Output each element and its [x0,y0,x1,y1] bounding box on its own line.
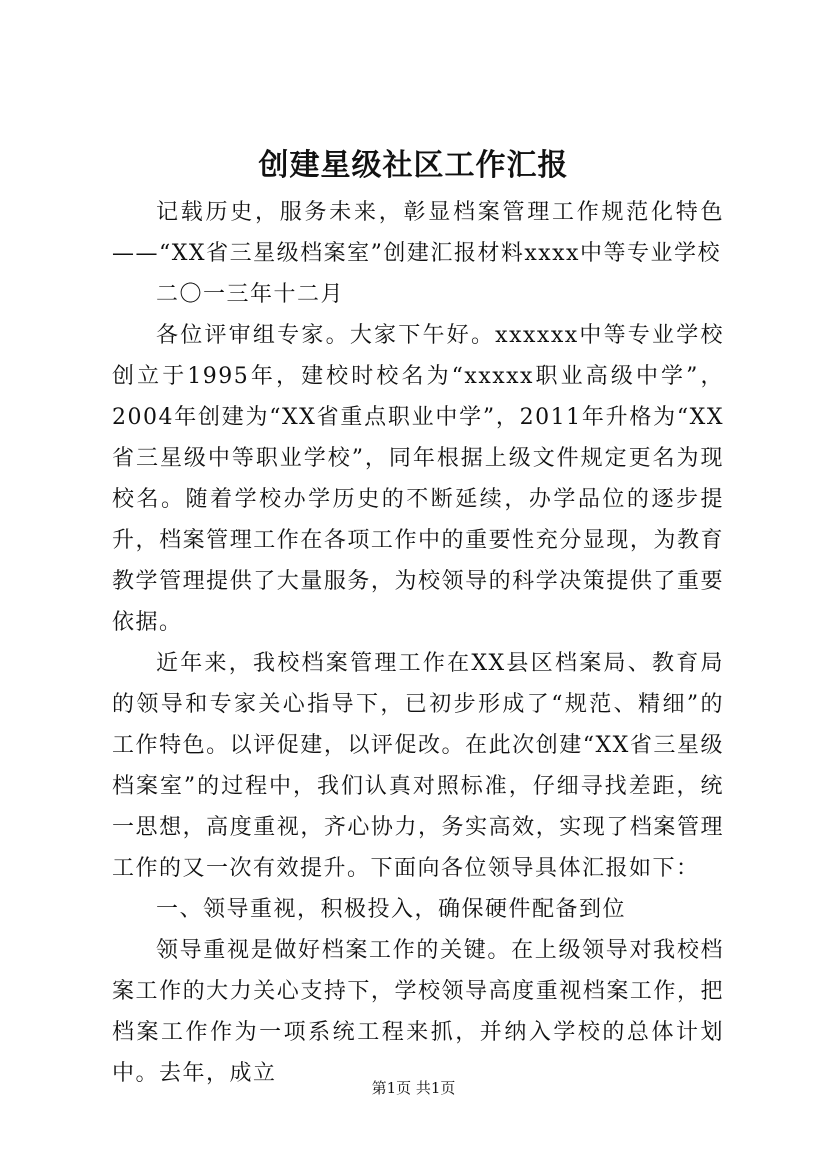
paragraph-date: 二〇一三年十二月 [156,282,345,307]
paragraph-subtitle: 记载历史，服务未来，彰显档案管理工作规范化特色——“XX省三星级档案室”创建汇报材料xxxx中等专业学校 [112,200,724,266]
document-title: 创建星级社区工作汇报 [258,148,569,183]
paragraph-leadership: 领导重视是做好档案工作的关键。在上级领导对我校档案工作的大力关心支持下，学校领导高度重视档案工作，把档案工作作为一项系统工程来抓，并纳入学校的总体计划中。去年，成立 [112,938,724,1086]
paragraph-recent-years: 近年来，我校档案管理工作在XX县区档案局、教育局的领导和专家关心指导下，已初步形成了“规范、精细”的工作特色。以评促建，以评促改。在此次创建“XX省三星级档案室”的过程中，我们认真对照标准，仔细寻找差距，统一思想，高度重视，齐心协力，务实高效，实现了档案管理工作的又一次有效提升。下面向各位领导具体汇报如下： [112,651,724,881]
page-footer: 第1页 共1页 [371,1079,456,1097]
section-heading-1: 一、领导重视，积极投入，确保硬件配备到位 [156,897,627,922]
paragraph-intro: 各位评审组专家。大家下午好。xxxxxx中等专业学校创立于1995年，建校时校名为“xxxxx职业高级中学”，2004年创建为“XX省重点职业中学”，2011年升格为“XX省三星级中等职业学校”，同年根据上级文件规定更名为现校名。随着学校办学历史的不断延续，办学品位的逐步提升，档案管理工作在各项工作中的重要性充分显现，为教育教学管理提供了大量服务，为校领导的科学决策提供了重要依据。 [112,323,724,635]
document-body [112,192,724,1094]
